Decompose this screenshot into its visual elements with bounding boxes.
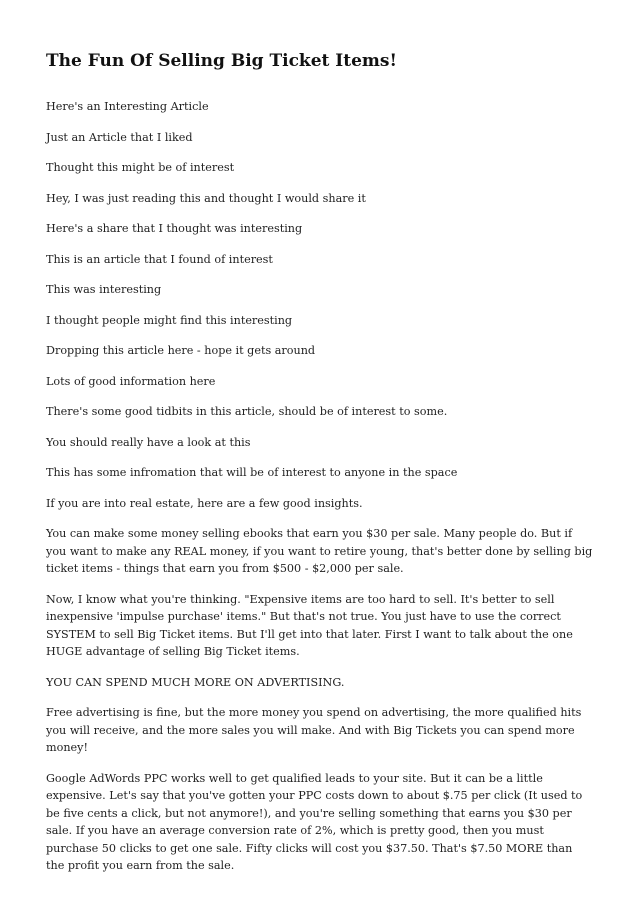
paragraph: Google AdWords PPC works well to get qualified leads to your site. But it can be a little expensive. Let's say that you've gotten your PPC costs down to about $.75 per click (It used to be five cents a click, but not anymore!), and you're selling something that earns you $30 per sale. If you have an average conversion rate of 2%, which is pretty good, then you must purchase 50 clicks to get one sale. Fifty clicks will cost you $37.50. That's $7.50 MORE than the profit you earn from the sale. [46,771,583,872]
paragraph: Hey, I was just reading this and thought I would share it [46,191,366,205]
paragraph: Just an Article that I liked [46,130,193,144]
paragraph: Lots of good information here [46,374,216,388]
paragraph: YOU CAN SPEND MUCH MORE ON ADVERTISING. [46,675,345,689]
paragraph: If you are into real estate, here are a few good insights. [46,496,363,510]
paragraph: I thought people might find this interesting [46,313,293,327]
paragraph: Here's an Interesting Article [46,100,209,113]
document-page [46,50,594,888]
paragraph: You should really have a look at this [46,435,251,449]
paragraph: Thought this might be of interest [46,161,235,174]
paragraph: Here's a share that I thought was interesting [46,222,303,235]
document-body [46,98,594,875]
paragraph: This has some infromation that will be of interest to anyone in the space [46,466,458,479]
paragraph: There's some good tidbits in this article, should be of interest to some. [46,405,448,418]
paragraph: Free advertising is fine, but the more money you spend on advertising, the more qualified hits you will receive, and the more sales you will make. And with Big Tickets you can spend more money! [46,706,582,754]
paragraph: You can make some money selling ebooks that earn you $30 per sale. Many people do. But if you want to make any REAL money, if you want to retire young, that's better done by selling big ticket items - things that earn you from $500 - $2,000 per sale. [46,527,593,575]
paragraph: This was interesting [46,283,162,296]
paragraph: This is an article that I found of interest [46,252,273,266]
paragraph: Now, I know what you're thinking. "Expensive items are too hard to sell. It's better to sell inexpensive 'impulse purchase' items." But that's not true. You just have to use the correct SYSTEM to sell Big Ticket items. But I'll get into that later. First I want to talk about the one HUGE advantage of selling Big Ticket items. [46,592,573,658]
document-title: The Fun Of Selling Big Ticket Items! [46,51,397,71]
paragraph: Dropping this article here - hope it gets around [46,344,316,357]
